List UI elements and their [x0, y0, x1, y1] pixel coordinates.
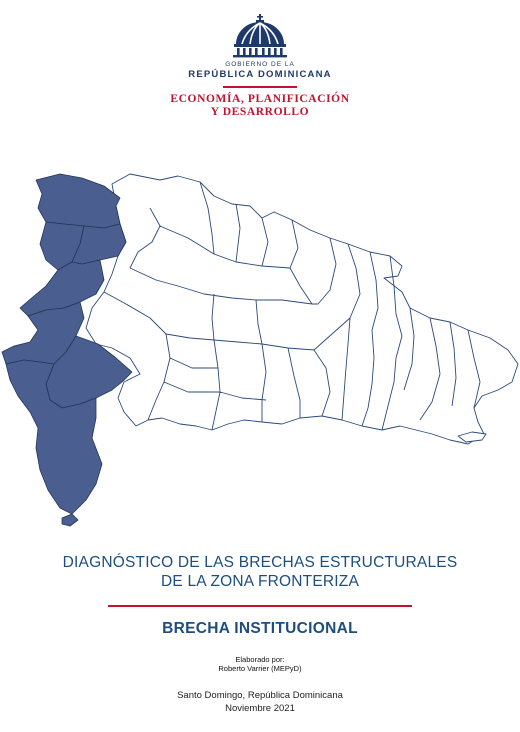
title-line2: DE LA ZONA FRONTERIZA	[161, 573, 359, 590]
gov-line1: GOBIERNO DE LA	[225, 61, 295, 68]
ministry-line2: Y DESARROLLO	[210, 106, 310, 118]
gov-line2: REPÚBLICA DOMINICANA	[188, 69, 332, 80]
border-zone-provinces	[2, 174, 132, 526]
province-montecristi	[36, 174, 120, 228]
gov-divider	[223, 86, 297, 88]
title-line1: DIAGNÓSTICO DE LAS BRECHAS ESTRUCTURALES	[62, 554, 458, 571]
elaborated-label: Elaborado por:	[235, 655, 285, 664]
capitol-dome-icon	[228, 14, 292, 58]
author-name: Roberto Varrier (MEPyD)	[218, 664, 302, 673]
title-divider	[108, 605, 412, 607]
ministry-logo	[0, 14, 520, 119]
ministry-line1: ECONOMÍA, PLANIFICACIÓN	[170, 93, 350, 105]
ministry-name	[0, 93, 520, 119]
map-country-outline	[86, 174, 518, 444]
publication-place: Santo Domingo, República Dominicana	[177, 690, 343, 701]
credits	[0, 655, 520, 673]
province-beata-island	[62, 514, 78, 526]
document-title	[0, 553, 520, 591]
dominican-republic-map	[0, 168, 520, 530]
document-subtitle: BRECHA INSTITUCIONAL	[162, 620, 358, 637]
publication-info	[0, 689, 520, 715]
province-elias-pina	[20, 260, 104, 316]
publication-date: Noviembre 2021	[225, 703, 295, 714]
